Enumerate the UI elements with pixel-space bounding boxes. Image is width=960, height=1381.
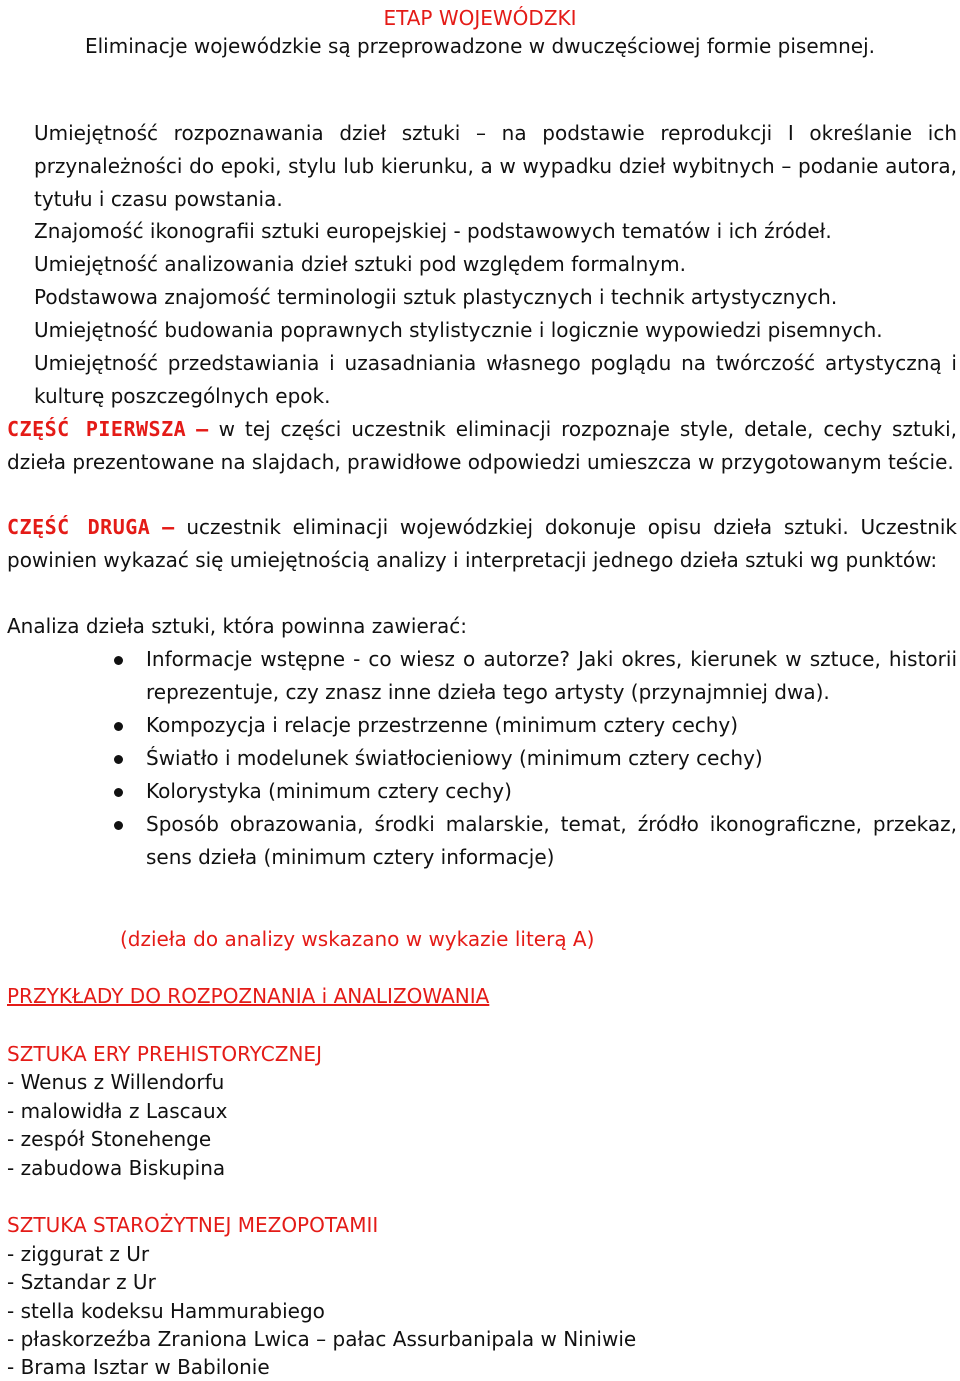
- analysis-heading: Analiza dzieła sztuki, która powinna zawierać:: [7, 614, 467, 638]
- section-title: SZTUKA ERY PREHISTORYCZNEJ: [7, 1042, 322, 1066]
- page-title: ETAP WOJEWÓDZKI: [383, 6, 577, 30]
- analysis-point-text: Światło i modelunek światłocieniowy (minimum cztery cechy): [146, 746, 763, 770]
- requirement-text: Umiejętność budowania poprawnych stylistycznie i logicznie wypowiedzi pisemnych.: [34, 318, 883, 342]
- analysis-point-text: Kompozycja i relacje przestrzenne (minimum cztery cechy): [146, 713, 739, 737]
- analysis-point-text: Informacje wstępne - co wiesz o autorze? Jaki okres, kierunek w sztuce, historii reprezentuje, czy znasz inne dzieła tego artysty (przynajmniej dwa).: [146, 647, 957, 704]
- list-item: - malowidła z Lascaux: [7, 1099, 228, 1123]
- requirement-item: [7, 347, 957, 413]
- list-item: - zabudowa Biskupina: [7, 1156, 226, 1180]
- requirement-item: [7, 248, 957, 281]
- list-item: - płaskorzeźba Zraniona Lwica – pałac Assurbanipala w Niniwie: [7, 1327, 637, 1351]
- requirement-number: [7, 347, 34, 380]
- analysis-note: (dzieła do analizy wskazano w wykazie literą A): [120, 927, 595, 951]
- part-two-paragraph: [7, 511, 957, 577]
- list-item: - Wenus z Willendorfu: [7, 1070, 225, 1094]
- examples-heading: PRZYKŁADY DO ROZPOZNANIA i ANALIZOWANIA: [7, 984, 490, 1008]
- bullet-icon: [114, 722, 123, 731]
- requirement-text: Podstawowa znajomość terminologii sztuk plastycznych i technik artystycznych.: [34, 285, 838, 309]
- part-one-label: CZĘŚĆ PIERWSZA: [7, 417, 187, 441]
- list-item: - Sztandar z Ur: [7, 1270, 156, 1294]
- part-one-paragraph: [7, 413, 957, 479]
- part-one-text: w tej części uczestnik eliminacji rozpoznaje style, detale, cechy sztuki, dzieła prezentowane na slajdach, prawidłowe odpowiedzi umieszcza w przygotowanym teście.: [7, 417, 957, 474]
- part-two-dash: –: [162, 515, 175, 539]
- part-one-dash: –: [196, 417, 209, 441]
- part-two-text: uczestnik eliminacji wojewódzkiej dokonuje opisu dzieła sztuki. Uczestnik powinien wykazać się umiejętnością analizy i interpretacji jednego dzieła sztuki wg punktów:: [7, 515, 958, 572]
- requirement-number: [7, 314, 34, 347]
- analysis-point-text: Sposób obrazowania, środki malarskie, temat, źródło ikonograficzne, przekaz, sens dzieła (minimum cztery informacje): [146, 812, 957, 869]
- requirement-text: Umiejętność analizowania dzieł sztuki pod względem formalnym.: [34, 252, 686, 276]
- list-item: - zespół Stonehenge: [7, 1127, 212, 1151]
- bullet-icon: [114, 821, 123, 830]
- analysis-point-text: Kolorystyka (minimum cztery cechy): [146, 779, 512, 803]
- requirement-number: [7, 248, 34, 281]
- requirement-text: Umiejętność przedstawiania i uzasadniania własnego poglądu na twórczość artystyczną i kulturę poszczególnych epok.: [34, 351, 957, 408]
- bullet-icon: [114, 788, 123, 797]
- bullet-icon: [114, 755, 123, 764]
- page-subtitle: Eliminacje wojewódzkie są przeprowadzone w dwuczęściowej formie pisemnej.: [84, 34, 876, 58]
- requirement-item: [7, 314, 957, 347]
- requirement-item: [7, 281, 957, 314]
- requirement-item: [7, 117, 957, 216]
- list-item: - Brama Isztar w Babilonie: [7, 1355, 270, 1379]
- requirement-text: Umiejętność rozpoznawania dzieł sztuki – na podstawie reprodukcji I określanie ich przynależności do epoki, stylu lub kierunku, a w wypadku dzieł wybitnych – podanie autora, tytułu i czasu powstania.: [34, 121, 957, 211]
- requirement-text: Znajomość ikonografii sztuki europejskiej - podstawowych tematów i ich źródeł.: [34, 219, 832, 243]
- requirement-item: [7, 215, 957, 248]
- bullet-icon: [114, 656, 123, 665]
- part-two-label: CZĘŚĆ DRUGA: [7, 515, 151, 539]
- requirement-number: [7, 117, 34, 150]
- list-item: - ziggurat z Ur: [7, 1242, 150, 1266]
- list-item: - stella kodeksu Hammurabiego: [7, 1299, 325, 1323]
- section-title: SZTUKA STAROŻYTNEJ MEZOPOTAMII: [7, 1213, 379, 1237]
- requirement-number: [7, 281, 34, 314]
- requirement-number: [7, 215, 34, 248]
